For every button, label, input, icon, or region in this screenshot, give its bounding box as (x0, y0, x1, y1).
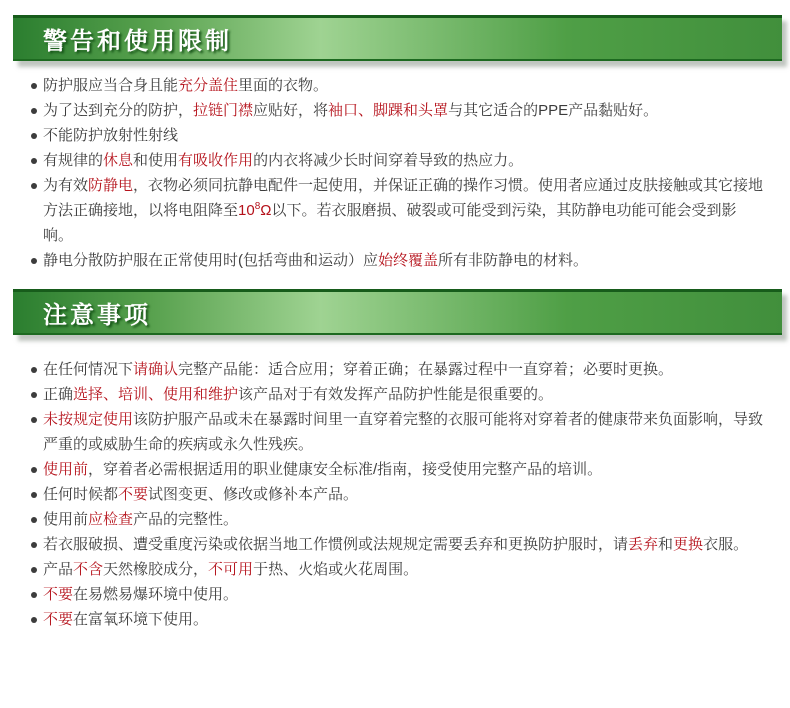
body-text: 在富氧环境下使用。 (73, 611, 209, 628)
bullet-icon (31, 542, 37, 548)
highlighted-text: 休息 (103, 152, 134, 169)
bullet-icon (31, 392, 37, 398)
highlighted-text: 有吸收作用 (178, 152, 254, 169)
list-item (30, 407, 765, 457)
list-item (30, 148, 765, 173)
highlighted-text: 不可用 (208, 561, 254, 578)
body-text: ，衣物必须同抗静电配件一起使用，并保证正确的操作习惯。使用者应通过皮肤接触或其它接地方法正确接地，以将电阻降至 (43, 177, 764, 219)
highlighted-text: 防静电 (88, 177, 134, 194)
bullet-icon (31, 158, 37, 164)
highlighted-text: 不要 (43, 611, 74, 628)
body-text: 静电分散防护服在正常使用时(包括弯曲和运动）应 (43, 252, 378, 269)
body-text: 该防护服产品或未在暴露时间里一直穿着完整的衣服可能将对穿着者的健康带来负面影响，导致严重的或威胁生命的疾病或永久性残疾。 (43, 411, 764, 453)
list-item (30, 557, 765, 582)
body-text: 天然橡胶成分， (103, 561, 209, 578)
body-text: 有规律的 (43, 152, 104, 169)
highlighted-text: 使用前 (43, 461, 89, 478)
bullet-icon (31, 183, 37, 189)
list-item (30, 582, 765, 607)
list-item (30, 532, 765, 557)
body-text: 和使用 (133, 152, 179, 169)
list-item (30, 457, 765, 482)
body-text: 的内衣将减少长时间穿着导致的热应力。 (253, 152, 524, 169)
bullet-icon (31, 108, 37, 114)
bullet-icon (31, 467, 37, 473)
body-text: 与其它适合的PPE产品黏贴好。 (448, 102, 659, 119)
warnings-section (0, 15, 790, 273)
bullet-icon (31, 83, 37, 89)
list-item (30, 123, 765, 148)
body-text: 在易燃易爆环境中使用。 (73, 586, 239, 603)
precautions-section-title: 注意事项 (43, 302, 151, 329)
list-item (30, 507, 765, 532)
body-text: 和 (658, 536, 674, 553)
list-item (30, 73, 765, 98)
bullet-icon (31, 417, 37, 423)
body-text: 完整产品能：适合应用；穿着正确；在暴露过程中一直穿着；必要时更换。 (178, 361, 674, 378)
list-item (30, 248, 765, 273)
highlighted-text: 丢弃 (628, 536, 659, 553)
precautions-bullet-list (0, 335, 790, 632)
bullet-icon (31, 367, 37, 373)
highlighted-text: 拉链门襟 (193, 102, 254, 119)
highlighted-text: 始终覆盖 (378, 252, 439, 269)
highlighted-text: 未按规定使用 (43, 411, 134, 428)
precautions-section (0, 289, 790, 632)
highlighted-text: 应检查 (88, 511, 134, 528)
body-text: 以下。若衣服磨损、破裂或可能受到污染，其防静电功能可能会受到影响。 (43, 202, 737, 244)
highlighted-text: 更换 (673, 536, 704, 553)
list-item (30, 173, 765, 248)
highlighted-text: 8 (254, 201, 261, 212)
bullet-icon (31, 258, 37, 264)
highlighted-text: 不要 (118, 486, 149, 503)
body-text: 产品的完整性。 (133, 511, 239, 528)
list-item (30, 382, 765, 407)
highlighted-text: 充分盖住 (178, 77, 239, 94)
body-text: 所有非防静电的材料。 (438, 252, 589, 269)
highlighted-text: Ω (260, 202, 272, 219)
body-text: 在任何情况下 (43, 361, 134, 378)
body-text: 若衣服破损、遭受重度污染或依据当地工作惯例或法规规定需要丢弃和更换防护服时，请 (43, 536, 629, 553)
list-item (30, 98, 765, 123)
bullet-icon (31, 617, 37, 623)
body-text: 为有效 (43, 177, 89, 194)
bullet-icon (31, 567, 37, 573)
body-text: 使用前 (43, 511, 89, 528)
bullet-icon (31, 133, 37, 139)
body-text: 试图变更、修改或修补本产品。 (148, 486, 359, 503)
highlighted-text: 选择、培训、使用和维护 (73, 386, 239, 403)
list-item (30, 607, 765, 632)
body-text: 产品 (43, 561, 74, 578)
body-text: 正确 (43, 386, 74, 403)
highlighted-text: 请确认 (133, 361, 179, 378)
body-text: 不能防护放射性射线 (43, 127, 179, 144)
body-text: 该产品对于有效发挥产品防护性能是很重要的。 (238, 386, 554, 403)
bullet-icon (31, 592, 37, 598)
warnings-banner (13, 15, 782, 61)
list-item (30, 357, 765, 382)
warnings-bullet-list (0, 61, 790, 273)
body-text: 于热、火焰或火花周围。 (253, 561, 419, 578)
body-text: 里面的衣物。 (238, 77, 329, 94)
body-text: 为了达到充分的防护， (43, 102, 194, 119)
body-text: 任何时候都 (43, 486, 119, 503)
body-text: ，穿着者必需根据适用的职业健康安全标准/指南，接受使用完整产品的培训。 (88, 461, 603, 478)
highlighted-text: 不要 (43, 586, 74, 603)
list-item (30, 482, 765, 507)
body-text: 应贴好，将 (253, 102, 329, 119)
body-text: 衣服。 (703, 536, 749, 553)
highlighted-text: 不含 (73, 561, 104, 578)
precautions-banner (13, 289, 782, 335)
highlighted-text: 袖口、脚踝和头罩 (328, 102, 449, 119)
body-text: 防护服应当合身且能 (43, 77, 179, 94)
highlighted-text: 10 (238, 202, 255, 219)
bullet-icon (31, 517, 37, 523)
bullet-icon (31, 492, 37, 498)
warnings-section-title: 警告和使用限制 (43, 28, 232, 55)
